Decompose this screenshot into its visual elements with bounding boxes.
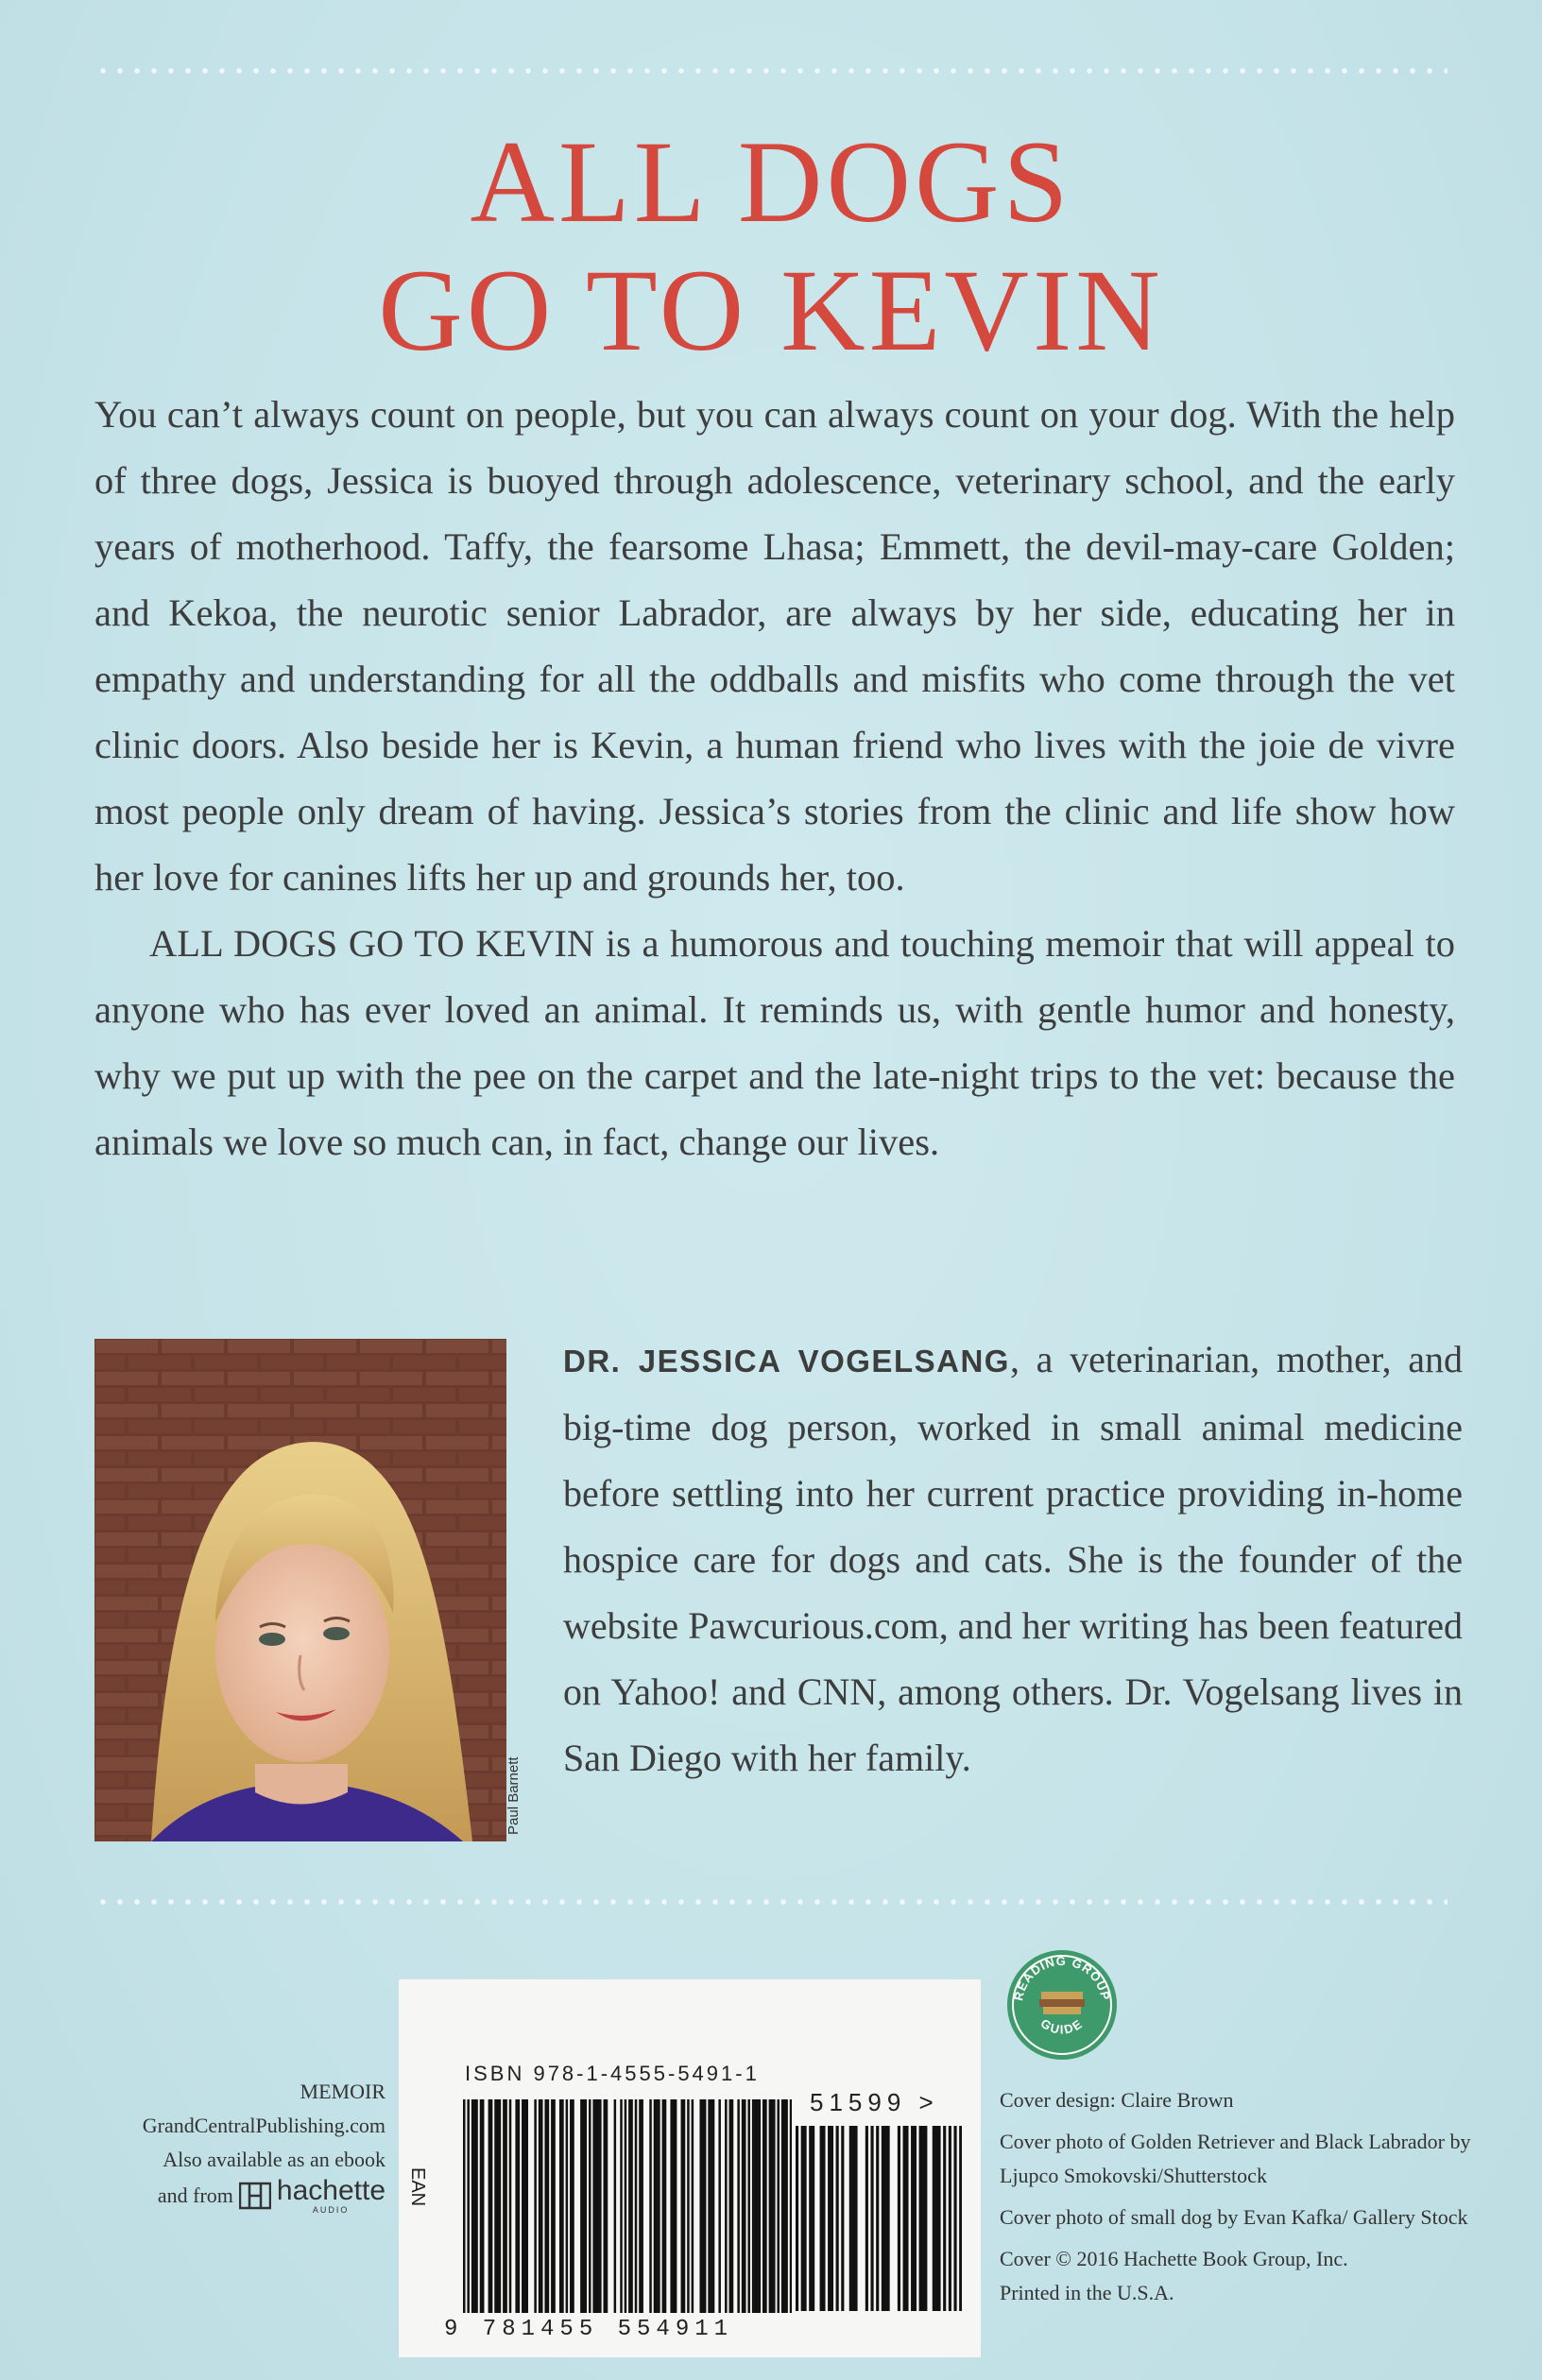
barcode-bar xyxy=(488,2099,491,2313)
title-line-2: GO TO KEVIN xyxy=(378,246,1164,375)
barcode-bar xyxy=(639,2099,642,2313)
barcode-bar xyxy=(551,2099,554,2313)
barcode-bar xyxy=(752,2099,755,2313)
dotted-divider-top xyxy=(94,68,1448,74)
reading-group-guide-badge xyxy=(1003,1946,1121,2063)
barcode-bar xyxy=(919,2126,922,2311)
barcode-bar xyxy=(731,2099,734,2313)
barcode-bar xyxy=(681,2099,684,2313)
barcode-bar xyxy=(756,2099,759,2313)
hachette-audio-row xyxy=(91,2177,386,2215)
barcode-bar xyxy=(656,2099,659,2313)
barcode-bar xyxy=(658,2099,660,2313)
barcode-bar xyxy=(480,2099,483,2313)
barcode-bar xyxy=(475,2099,478,2313)
barcode-bar xyxy=(699,2099,702,2313)
barcode-bar xyxy=(595,2099,598,2313)
barcode-bar xyxy=(670,2099,673,2313)
barcode-bar xyxy=(742,2099,745,2313)
credit-photo-2: Cover photo of small dog by Evan Kafka/ Gallery Stock xyxy=(1000,2205,1468,2229)
price-code: 51599 > xyxy=(810,2088,939,2116)
author-name: DR. JESSICA VOGELSANG xyxy=(563,1344,1010,1378)
barcode-bar xyxy=(585,2099,588,2313)
barcode-bar xyxy=(729,2099,732,2313)
barcode-bar xyxy=(865,2126,868,2311)
barcode-bar xyxy=(737,2099,740,2313)
barcode-bar xyxy=(836,2126,839,2311)
and-from-label: and from xyxy=(157,2183,233,2207)
barcode-bar xyxy=(771,2099,774,2313)
barcode-bar xyxy=(876,2126,879,2311)
genre-label: MEMOIR xyxy=(300,2080,386,2103)
barcode-bar xyxy=(540,2099,543,2313)
barcode-bar xyxy=(471,2099,474,2313)
barcode-bar xyxy=(882,2126,884,2311)
barcode-bar xyxy=(937,2126,940,2311)
credit-design: Cover design: Claire Brown xyxy=(1000,2088,1234,2112)
barcode-bar xyxy=(905,2126,908,2311)
barcode-bar xyxy=(708,2099,711,2313)
barcode-bar xyxy=(783,2099,786,2313)
credit-printed: Printed in the U.S.A. xyxy=(1000,2281,1174,2304)
barcode-bar xyxy=(526,2099,529,2313)
barcode-bar xyxy=(804,2126,807,2311)
barcode-bar xyxy=(630,2099,633,2313)
barcode-bar xyxy=(597,2099,600,2313)
barcode-bar xyxy=(620,2099,623,2313)
badge-top-text: READING GROUP xyxy=(1011,1953,1113,2002)
barcode-bar xyxy=(604,2099,607,2313)
price-barcode xyxy=(796,2126,962,2311)
ebook-note: Also available as an ebook xyxy=(163,2148,386,2171)
barcode-bar xyxy=(494,2099,497,2313)
barcode-bar xyxy=(664,2099,667,2313)
title-line-1: ALL DOGS xyxy=(470,117,1072,247)
barcode-bar xyxy=(463,2099,466,2313)
badge-bottom-text: GUIDE xyxy=(1037,2015,1087,2037)
barcode-bar xyxy=(561,2099,564,2313)
dotted-divider-bottom xyxy=(94,1899,1448,1905)
barcode-bar xyxy=(570,2099,573,2313)
barcode-bar xyxy=(769,2099,772,2313)
barcode-bar xyxy=(473,2099,476,2313)
barcode-bar xyxy=(711,2099,713,2313)
barcode-bar xyxy=(744,2099,746,2313)
barcode-bar xyxy=(754,2099,757,2313)
barcode-bar xyxy=(702,2099,705,2313)
barcode-bar xyxy=(953,2126,956,2311)
blurb-paragraph-1: You can’t always count on people, but you can always count on your dog. With the help of three dogs, Jessica is buoyed through adolescence, veterinary school, and the early years of motherhood. Taffy, the fearsome Lhasa; Emmett, the devil-may-care Golden; and Kekoa, the neurotic senior Labrador, are always by her side, educating her in empathy and understanding for all the oddballs and misfits who come through the vet clinic doors. Also beside her is Kevin, a human friend who lives with the joie de vivre most people only dream of having. Jessica’s stories from the clinic and life show how her love for canines lifts her up and grounds her, too. xyxy=(94,393,1455,899)
barcode-bar xyxy=(505,2099,507,2313)
barcode-bar xyxy=(675,2099,677,2313)
barcode-bar xyxy=(785,2099,788,2313)
barcode-bar xyxy=(796,2126,798,2311)
barcode-bar xyxy=(887,2126,890,2311)
barcode-bar xyxy=(921,2126,924,2311)
publisher-website: GrandCentralPublishing.com xyxy=(142,2114,386,2137)
barcode-bar xyxy=(712,2099,715,2313)
barcode-bar xyxy=(812,2126,814,2311)
ean-label xyxy=(406,2167,429,2186)
author-bio xyxy=(563,1327,1463,1791)
barcode-bar xyxy=(781,2099,784,2313)
barcode-bar xyxy=(515,2099,518,2313)
barcode-bar xyxy=(580,2099,583,2313)
barcode-bar xyxy=(518,2099,521,2313)
barcode-bar xyxy=(606,2099,608,2313)
barcode-bar xyxy=(870,2126,873,2311)
barcode-bar xyxy=(683,2099,686,2313)
author-bio-text: , a veterinarian, mother, and big-time dog person, worked in small animal medicine before settling into her current practice providing in-home hospice care for dogs and cats. She is the founder of the website Pawcurious.com, and her writing has been featured on Yahoo! and CNN, among others. Dr. Vogelsang lives in San Diego with her family. xyxy=(563,1338,1463,1779)
barcode-bar xyxy=(544,2099,547,2313)
barcode-digits: 9 781455 554911 xyxy=(444,2317,734,2342)
barcode-bar xyxy=(790,2099,792,2313)
barcode-bar xyxy=(949,2126,951,2311)
barcode-bar xyxy=(599,2099,602,2313)
hachette-logo-text: hachette AUDIO xyxy=(276,2175,386,2215)
barcode-bar xyxy=(959,2126,962,2311)
publisher-info xyxy=(91,2075,386,2215)
barcode-bar xyxy=(499,2099,502,2313)
isbn-barcode xyxy=(463,2099,792,2313)
barcode-bar xyxy=(854,2126,857,2311)
barcode-bar xyxy=(852,2126,855,2311)
barcode-bar xyxy=(841,2126,844,2311)
barcode-bar xyxy=(762,2099,765,2313)
barcode-bar xyxy=(572,2099,574,2313)
barcode-bar xyxy=(523,2099,526,2313)
barcode-bar xyxy=(509,2099,512,2313)
barcode-bar xyxy=(662,2099,665,2313)
cover-credits xyxy=(1000,2083,1472,2318)
barcode-bar xyxy=(547,2099,550,2313)
barcode-bar xyxy=(692,2099,694,2313)
barcode-bar xyxy=(654,2099,657,2313)
author-portrait-image xyxy=(94,1339,506,1841)
barcode-bar xyxy=(718,2099,721,2313)
barcode-bar xyxy=(496,2099,499,2313)
author-photo xyxy=(94,1339,506,1841)
barcode-bar xyxy=(943,2126,946,2311)
barcode-bar xyxy=(467,2099,470,2313)
barcode-bar xyxy=(773,2099,776,2313)
barcode-bar xyxy=(582,2099,585,2313)
barcode-bar xyxy=(503,2099,505,2313)
barcode-bar xyxy=(649,2099,652,2313)
book-title xyxy=(0,118,1542,375)
barcode-bar xyxy=(911,2126,914,2311)
credit-copyright: Cover © 2016 Hachette Book Group, Inc. xyxy=(1000,2247,1348,2270)
barcode-bar xyxy=(589,2099,591,2313)
isbn-number: ISBN 978-1-4555-5491-1 xyxy=(465,2062,760,2085)
credit-photo-1: Cover photo of Golden Retriever and Black Labrador by Ljupco Smokovski/Shutterstock xyxy=(1000,2130,1471,2187)
barcode-bar xyxy=(614,2099,617,2313)
barcode-bar xyxy=(828,2126,831,2311)
barcode-bar xyxy=(534,2099,537,2313)
photo-credit: Paul Barnett xyxy=(505,1756,522,1835)
barcode-bar xyxy=(559,2099,562,2313)
barcode-bar xyxy=(822,2126,825,2311)
barcode-bar xyxy=(933,2126,935,2311)
barcode-bar xyxy=(482,2099,485,2313)
barcode-bar xyxy=(924,2126,927,2311)
barcode-bar xyxy=(747,2099,750,2313)
hachette-logo-icon xyxy=(239,2182,271,2210)
barcode-bar xyxy=(490,2099,493,2313)
barcode-bar xyxy=(935,2126,938,2311)
barcode-bar xyxy=(592,2099,595,2313)
barcode-bar xyxy=(539,2099,541,2313)
barcode-bar xyxy=(625,2099,627,2313)
barcode-bar xyxy=(673,2099,676,2313)
barcode-bar xyxy=(849,2126,852,2311)
barcode-bar xyxy=(759,2099,762,2313)
book-blurb xyxy=(94,382,1455,1175)
barcode-bar xyxy=(704,2099,707,2313)
hachette-audio-sub: AUDIO xyxy=(312,2205,350,2215)
barcode-bar xyxy=(831,2126,833,2311)
barcode-bar xyxy=(914,2126,917,2311)
barcode-bar xyxy=(820,2126,823,2311)
barcode-bar xyxy=(898,2126,900,2311)
barcode-bar xyxy=(801,2126,804,2311)
barcode-bar xyxy=(635,2099,638,2313)
barcode-bar xyxy=(777,2099,780,2313)
barcode-bar xyxy=(687,2099,690,2313)
barcode-bar xyxy=(903,2126,906,2311)
barcode-bar xyxy=(809,2126,812,2311)
barcode-bar xyxy=(641,2099,643,2313)
blurb-paragraph-2: ALL DOGS GO TO KEVIN is a humorous and touching memoir that will appeal to anyone who has ever loved an animal. It reminds us, with gentle humor and honesty, why we put up with the pee on the carpet and the late-night trips to the vet: because the animals we love so much can, in fact, change our lives. xyxy=(94,922,1455,1163)
barcode-bar xyxy=(522,2099,524,2313)
barcode-bar xyxy=(884,2126,887,2311)
barcode-bar xyxy=(628,2099,631,2313)
barcode-bar xyxy=(553,2099,556,2313)
barcode-bar xyxy=(566,2099,569,2313)
barcode-bar xyxy=(725,2099,728,2313)
barcode-bar xyxy=(764,2099,767,2313)
